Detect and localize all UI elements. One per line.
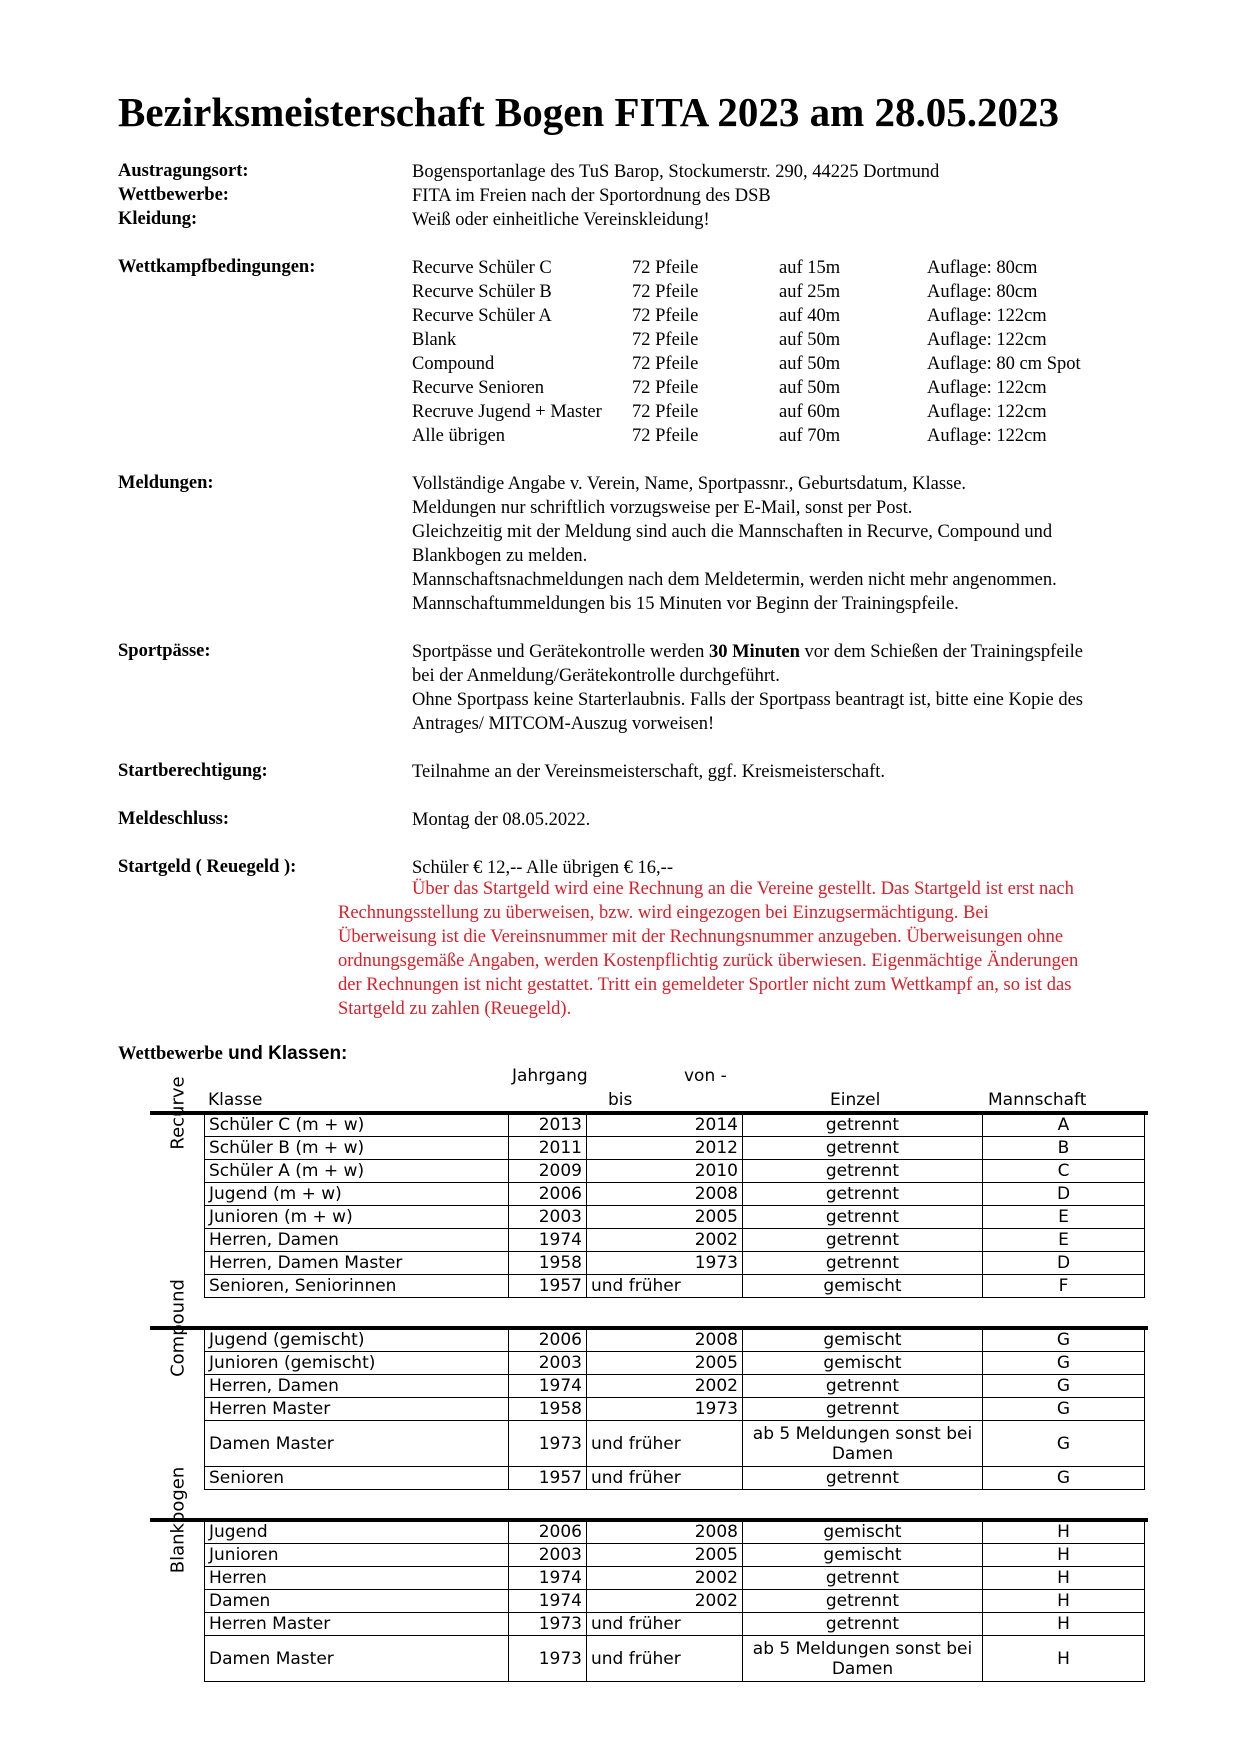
table-row	[205, 1229, 1145, 1252]
table-row	[205, 1275, 1145, 1298]
year-from-cell: 1957	[509, 1275, 587, 1298]
startgeld-notice-line: der Rechnungen ist nicht gestattet. Tritt ein gemeldeter Sportler nicht zum Wettkampf an, so ist das	[338, 975, 1072, 995]
table-row	[205, 1352, 1145, 1375]
group-name-blankbogen: Blankbogen	[167, 1466, 189, 1574]
header-mannschaft: Mannschaft	[988, 1090, 1087, 1110]
team-cell: G	[983, 1398, 1145, 1421]
classes-title-part-2: und Klassen:	[222, 1043, 348, 1064]
condition-class: Recurve Schüler C	[412, 258, 552, 278]
condition-arrows: 72 Pfeile	[632, 402, 699, 422]
condition-distance: auf 50m	[779, 354, 841, 374]
class-name-cell: Herren, Damen Master	[205, 1252, 509, 1275]
individual-cell: gemischt	[743, 1352, 983, 1375]
class-name-cell: Damen	[205, 1590, 509, 1613]
sportpaesse-line-2: bei der Anmeldung/Gerätekontrolle durchgeführt.	[412, 666, 780, 686]
meldungen-line: Blankbogen zu melden.	[412, 546, 588, 566]
class-name-cell: Senioren	[205, 1467, 509, 1490]
meldungen-label: Meldungen:	[118, 473, 214, 493]
class-name-cell: Damen Master	[205, 1636, 509, 1682]
table-row	[205, 1544, 1145, 1567]
wettbewerbe-value: FITA im Freien nach der Sportordnung des DSB	[412, 186, 771, 206]
team-cell: D	[983, 1252, 1145, 1275]
class-name-cell: Schüler A (m + w)	[205, 1160, 509, 1183]
table-row	[205, 1137, 1145, 1160]
class-name-cell: Damen Master	[205, 1421, 509, 1467]
sportpaesse-line-1-pre: Sportpässe und Gerätekontrolle werden	[412, 642, 709, 662]
team-cell: C	[983, 1160, 1145, 1183]
year-from-cell: 2003	[509, 1544, 587, 1567]
individual-cell: gemischt	[743, 1329, 983, 1352]
sportpaesse-line-4: Antrages/ MITCOM-Auszug vorweisen!	[412, 714, 715, 734]
sportpaesse-line-3: Ohne Sportpass keine Starterlaubnis. Falls der Sportpass beantragt ist, bitte eine Kopie des	[412, 690, 1084, 710]
startgeld-notice-line: Rechnungsstellung zu überweisen, bzw. wird eingezogen bei Einzugsermächtigung. Bei	[338, 903, 989, 923]
condition-target: Auflage: 122cm	[927, 426, 1047, 446]
year-to-cell: 2002	[587, 1590, 743, 1613]
condition-distance: auf 25m	[779, 282, 841, 302]
table-row	[205, 1206, 1145, 1229]
team-cell: G	[983, 1329, 1145, 1352]
year-from-cell: 2011	[509, 1137, 587, 1160]
individual-cell: gemischt	[743, 1275, 983, 1298]
team-cell: G	[983, 1375, 1145, 1398]
year-to-cell: und früher	[587, 1613, 743, 1636]
condition-arrows: 72 Pfeile	[632, 378, 699, 398]
table-row	[205, 1375, 1145, 1398]
year-to-cell: 2010	[587, 1160, 743, 1183]
condition-class: Recurve Schüler B	[412, 282, 552, 302]
condition-arrows: 72 Pfeile	[632, 330, 699, 350]
year-from-cell: 2006	[509, 1329, 587, 1352]
class-name-cell: Jugend (m + w)	[205, 1183, 509, 1206]
meldungen-line: Mannschaftummeldungen bis 15 Minuten vor Beginn der Trainingspfeile.	[412, 594, 959, 614]
table-row	[205, 1590, 1145, 1613]
sportpaesse-line-1	[412, 640, 1192, 664]
class-name-cell: Junioren	[205, 1544, 509, 1567]
table-row	[205, 1567, 1145, 1590]
individual-cell: getrennt	[743, 1114, 983, 1137]
class-name-cell: Herren Master	[205, 1613, 509, 1636]
meldeschluss-value: Montag der 08.05.2022.	[412, 810, 591, 830]
condition-target: Auflage: 80cm	[927, 258, 1038, 278]
class-name-cell: Schüler C (m + w)	[205, 1114, 509, 1137]
class-name-cell: Junioren (gemischt)	[205, 1352, 509, 1375]
header-jahrgang: Jahrgang	[512, 1066, 588, 1086]
team-cell: G	[983, 1421, 1145, 1467]
year-from-cell: 1974	[509, 1375, 587, 1398]
table-row	[205, 1613, 1145, 1636]
team-cell: F	[983, 1275, 1145, 1298]
startgeld-notice	[338, 877, 1078, 1021]
condition-target: Auflage: 122cm	[927, 402, 1047, 422]
class-name-cell: Jugend (gemischt)	[205, 1329, 509, 1352]
condition-arrows: 72 Pfeile	[632, 354, 699, 374]
austragungsort-label: Austragungsort:	[118, 161, 249, 181]
condition-class: Recurve Schüler A	[412, 306, 552, 326]
team-cell: G	[983, 1352, 1145, 1375]
year-to-cell: 2002	[587, 1567, 743, 1590]
kleidung-label: Kleidung:	[118, 209, 198, 229]
class-name-cell: Junioren (m + w)	[205, 1206, 509, 1229]
meldungen-text	[412, 472, 1192, 616]
year-from-cell: 1958	[509, 1252, 587, 1275]
condition-class: Compound	[412, 354, 495, 374]
class-name-cell: Herren, Damen	[205, 1375, 509, 1398]
condition-arrows: 72 Pfeile	[632, 282, 699, 302]
startgeld-notice-line: ordnungsgemäße Angaben, werden Kostenpflichtig zurück überwiesen. Eigenmächtige Änderungen	[338, 951, 1079, 971]
condition-target: Auflage: 80 cm Spot	[927, 354, 1081, 374]
team-cell: D	[983, 1183, 1145, 1206]
class-name-cell: Schüler B (m + w)	[205, 1137, 509, 1160]
individual-cell: getrennt	[743, 1229, 983, 1252]
condition-target: Auflage: 122cm	[927, 330, 1047, 350]
team-cell: H	[983, 1521, 1145, 1544]
condition-target: Auflage: 122cm	[927, 378, 1047, 398]
page-title: Bezirksmeisterschaft Bogen FITA 2023 am 28.05.2023	[118, 89, 1059, 135]
team-cell: A	[983, 1114, 1145, 1137]
startgeld-value: Schüler € 12,-- Alle übrigen € 16,--	[412, 858, 673, 878]
table-row	[205, 1183, 1145, 1206]
individual-cell: getrennt	[743, 1160, 983, 1183]
individual-cell: getrennt	[743, 1183, 983, 1206]
team-cell: H	[983, 1613, 1145, 1636]
sportpaesse-line-1-post: vor dem Schießen der Trainingspfeile	[799, 642, 1084, 662]
year-to-cell: 2008	[587, 1329, 743, 1352]
sportpaesse-text	[412, 640, 1192, 736]
condition-arrows: 72 Pfeile	[632, 426, 699, 446]
individual-cell: getrennt	[743, 1467, 983, 1490]
austragungsort-value: Bogensportanlage des TuS Barop, Stockumerstr. 290, 44225 Dortmund	[412, 162, 940, 182]
year-from-cell: 1973	[509, 1421, 587, 1467]
individual-cell: getrennt	[743, 1398, 983, 1421]
year-to-cell: 2012	[587, 1137, 743, 1160]
year-from-cell: 1958	[509, 1398, 587, 1421]
year-to-cell: 2008	[587, 1183, 743, 1206]
individual-cell: getrennt	[743, 1375, 983, 1398]
individual-cell: gemischt	[743, 1521, 983, 1544]
individual-cell: getrennt	[743, 1613, 983, 1636]
table-row	[205, 1329, 1145, 1352]
condition-distance: auf 60m	[779, 402, 841, 422]
meldungen-line: Vollständige Angabe v. Verein, Name, Sportpassnr., Geburtsdatum, Klasse.	[412, 474, 967, 494]
startgeld-notice-line: Über das Startgeld wird eine Rechnung an die Vereine gestellt. Das Startgeld ist erst nach	[412, 879, 1074, 899]
wettkampfbedingungen-label: Wettkampfbedingungen:	[118, 257, 316, 277]
meldungen-line: Mannschaftsnachmeldungen nach dem Meldetermin, werden nicht mehr angenommen.	[412, 570, 1057, 590]
year-from-cell: 1973	[509, 1613, 587, 1636]
year-from-cell: 2006	[509, 1521, 587, 1544]
year-to-cell: 2014	[587, 1114, 743, 1137]
condition-distance: auf 70m	[779, 426, 841, 446]
year-from-cell: 2013	[509, 1114, 587, 1137]
condition-class: Recruve Jugend + Master	[412, 402, 602, 422]
table-row	[205, 1398, 1145, 1421]
classes-title-part-1: Wettbewerbe	[118, 1044, 223, 1064]
team-cell: H	[983, 1590, 1145, 1613]
table-row	[205, 1421, 1145, 1467]
individual-cell: getrennt	[743, 1590, 983, 1613]
year-to-cell: 2002	[587, 1375, 743, 1398]
sportpaesse-label: Sportpässe:	[118, 641, 211, 661]
year-to-cell: 1973	[587, 1252, 743, 1275]
individual-cell: getrennt	[743, 1252, 983, 1275]
class-name-cell: Jugend	[205, 1521, 509, 1544]
year-from-cell: 1974	[509, 1567, 587, 1590]
header-einzel: Einzel	[830, 1090, 881, 1110]
condition-class: Blank	[412, 330, 457, 350]
year-to-cell: und früher	[587, 1275, 743, 1298]
class-name-cell: Herren Master	[205, 1398, 509, 1421]
condition-target: Auflage: 122cm	[927, 306, 1047, 326]
class-name-cell: Herren, Damen	[205, 1229, 509, 1252]
individual-cell: getrennt	[743, 1567, 983, 1590]
year-from-cell: 2009	[509, 1160, 587, 1183]
year-to-cell: und früher	[587, 1421, 743, 1467]
table-row	[205, 1114, 1145, 1137]
startgeld-notice-line: Startgeld zu zahlen (Reuegeld).	[338, 999, 572, 1019]
year-to-cell: 2005	[587, 1206, 743, 1229]
condition-class: Alle übrigen	[412, 426, 505, 446]
team-cell: E	[983, 1206, 1145, 1229]
table-row	[205, 1636, 1145, 1682]
table-row	[205, 1467, 1145, 1490]
team-cell: H	[983, 1636, 1145, 1682]
table-row	[205, 1160, 1145, 1183]
individual-cell: getrennt	[743, 1206, 983, 1229]
startgeld-notice-line: Überweisung ist die Vereinsnummer mit der Rechnungsnummer anzugeben. Überweisungen ohne	[338, 927, 1064, 947]
class-name-cell: Senioren, Seniorinnen	[205, 1275, 509, 1298]
kleidung-value: Weiß oder einheitliche Vereinskleidung!	[412, 210, 710, 230]
individual-cell: ab 5 Meldungen sonst bei Damen	[743, 1636, 983, 1682]
year-to-cell: 2005	[587, 1352, 743, 1375]
year-to-cell: 1973	[587, 1398, 743, 1421]
year-from-cell: 2006	[509, 1183, 587, 1206]
year-from-cell: 1974	[509, 1590, 587, 1613]
startberechtigung-label: Startberechtigung:	[118, 761, 268, 781]
table-row	[205, 1252, 1145, 1275]
year-to-cell: 2008	[587, 1521, 743, 1544]
individual-cell: getrennt	[743, 1137, 983, 1160]
team-cell: E	[983, 1229, 1145, 1252]
team-cell: B	[983, 1137, 1145, 1160]
condition-arrows: 72 Pfeile	[632, 306, 699, 326]
header-klasse: Klasse	[208, 1090, 263, 1110]
team-cell: G	[983, 1467, 1145, 1490]
year-to-cell: und früher	[587, 1467, 743, 1490]
year-from-cell: 1957	[509, 1467, 587, 1490]
condition-distance: auf 50m	[779, 330, 841, 350]
condition-target: Auflage: 80cm	[927, 282, 1038, 302]
class-name-cell: Herren	[205, 1567, 509, 1590]
table-row	[205, 1521, 1145, 1544]
meldungen-line: Meldungen nur schriftlich vorzugsweise per E-Mail, sonst per Post.	[412, 498, 913, 518]
header-bis: bis	[608, 1090, 633, 1110]
wettbewerbe-label: Wettbewerbe:	[118, 185, 229, 205]
meldungen-line: Gleichzeitig mit der Meldung sind auch die Mannschaften in Recurve, Compound und	[412, 522, 1053, 542]
year-to-cell: 2005	[587, 1544, 743, 1567]
header-von: von -	[684, 1066, 727, 1086]
meldeschluss-label: Meldeschluss:	[118, 809, 229, 829]
group-name-compound: Compound	[167, 1279, 189, 1377]
year-to-cell: 2002	[587, 1229, 743, 1252]
condition-distance: auf 15m	[779, 258, 841, 278]
condition-arrows: 72 Pfeile	[632, 258, 699, 278]
classes-section-title	[118, 1043, 347, 1065]
condition-distance: auf 50m	[779, 378, 841, 398]
year-from-cell: 1974	[509, 1229, 587, 1252]
team-cell: H	[983, 1544, 1145, 1567]
year-from-cell: 1973	[509, 1636, 587, 1682]
condition-class: Recurve Senioren	[412, 378, 545, 398]
year-from-cell: 2003	[509, 1352, 587, 1375]
individual-cell: ab 5 Meldungen sonst bei Damen	[743, 1421, 983, 1467]
year-from-cell: 2003	[509, 1206, 587, 1229]
individual-cell: gemischt	[743, 1544, 983, 1567]
startgeld-label: Startgeld ( Reuegeld ):	[118, 857, 297, 877]
group-name-recurve: Recurve	[167, 1076, 189, 1150]
startberechtigung-value: Teilnahme an der Vereinsmeisterschaft, ggf. Kreismeisterschaft.	[412, 762, 886, 782]
condition-distance: auf 40m	[779, 306, 841, 326]
sportpaesse-time-emphasis: 30 Minuten	[708, 642, 800, 662]
year-to-cell: und früher	[587, 1636, 743, 1682]
team-cell: H	[983, 1567, 1145, 1590]
